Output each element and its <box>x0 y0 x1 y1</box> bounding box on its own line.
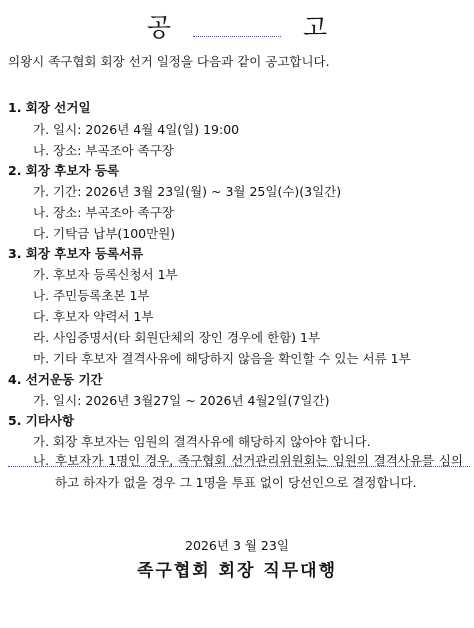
list-item <box>33 349 411 367</box>
item-label: 마. <box>33 351 50 366</box>
item-text: 기간: 2026년 3월 23일(월) ~ 3월 25일(수)(3일간) <box>53 184 342 199</box>
item-text: 주민등록초본 1부 <box>53 288 150 303</box>
notice-date: 2026년 3 월 23일 <box>185 538 289 553</box>
list-item <box>33 224 175 242</box>
item-label: 라. <box>33 330 50 345</box>
item-label: 나. <box>33 288 50 303</box>
list-item <box>33 265 178 283</box>
item-text: 사임증명서(타 회원단체의 장인 경우에 한함) 1부 <box>53 330 321 345</box>
item-label: 가. <box>33 122 50 137</box>
item-label: 다. <box>33 226 50 241</box>
list-item <box>33 182 341 200</box>
signature-line: 족구협회 회장 직무대행 <box>136 561 338 581</box>
list-item <box>33 120 239 138</box>
item-label: 가. <box>33 184 50 199</box>
item-text: 기탁금 납부(100만원) <box>53 226 176 241</box>
item-text: 후보자가 1명인 경우, 족구협회 선거관리위원회는 임원의 결격사유를 심의하고 하자가 없을 경우 그 1명을 투표 없이 당선인으로 결정합니다. <box>55 453 463 490</box>
title-underline <box>193 36 281 37</box>
list-item <box>33 307 153 325</box>
item-label: 가. <box>33 267 50 282</box>
list-item <box>33 328 320 346</box>
section-heading-2: 2. 회장 후보자 등록 <box>8 163 120 178</box>
list-item <box>33 391 329 409</box>
item-label: 다. <box>33 309 50 324</box>
item-label: 나. <box>33 143 50 158</box>
item-text: 장소: 부곡조아 족구장 <box>53 143 174 158</box>
item-text: 후보자 약력서 1부 <box>53 309 154 324</box>
item-text: 기타 후보자 결격사유에 해당하지 않음을 확인할 수 있는 서류 1부 <box>53 351 411 366</box>
section-heading-3: 3. 회장 후보자 등록서류 <box>8 246 144 261</box>
page-title: 공 고 <box>146 13 390 42</box>
item-label: 나. <box>33 453 50 468</box>
revision-marker <box>8 466 470 467</box>
section-heading-5: 5. 기타사항 <box>8 413 75 428</box>
list-item <box>33 286 150 304</box>
list-item <box>33 141 174 159</box>
section-heading-1: 1. 회장 선거일 <box>8 100 91 115</box>
item-text: 후보자 등록신청서 1부 <box>53 267 178 282</box>
item-text: 일시: 2026년 3월27일 ~ 2026년 4월2일(7일간) <box>53 393 330 408</box>
item-label: 가. <box>33 434 50 449</box>
list-item <box>33 203 174 221</box>
item-text: 장소: 부곡조아 족구장 <box>53 205 174 220</box>
section-heading-4: 4. 선거운동 기간 <box>8 372 103 387</box>
item-text: 회장 후보자는 임원의 결격사유에 해당하지 않아야 합니다. <box>53 434 371 449</box>
item-text: 일시: 2026년 4월 4일(일) 19:00 <box>53 122 240 137</box>
intro-text: 의왕시 족구협회 회장 선거 일정을 다음과 같이 공고합니다. <box>8 54 330 69</box>
list-item <box>33 432 371 450</box>
item-label: 나. <box>33 205 50 220</box>
item-label: 가. <box>33 393 50 408</box>
